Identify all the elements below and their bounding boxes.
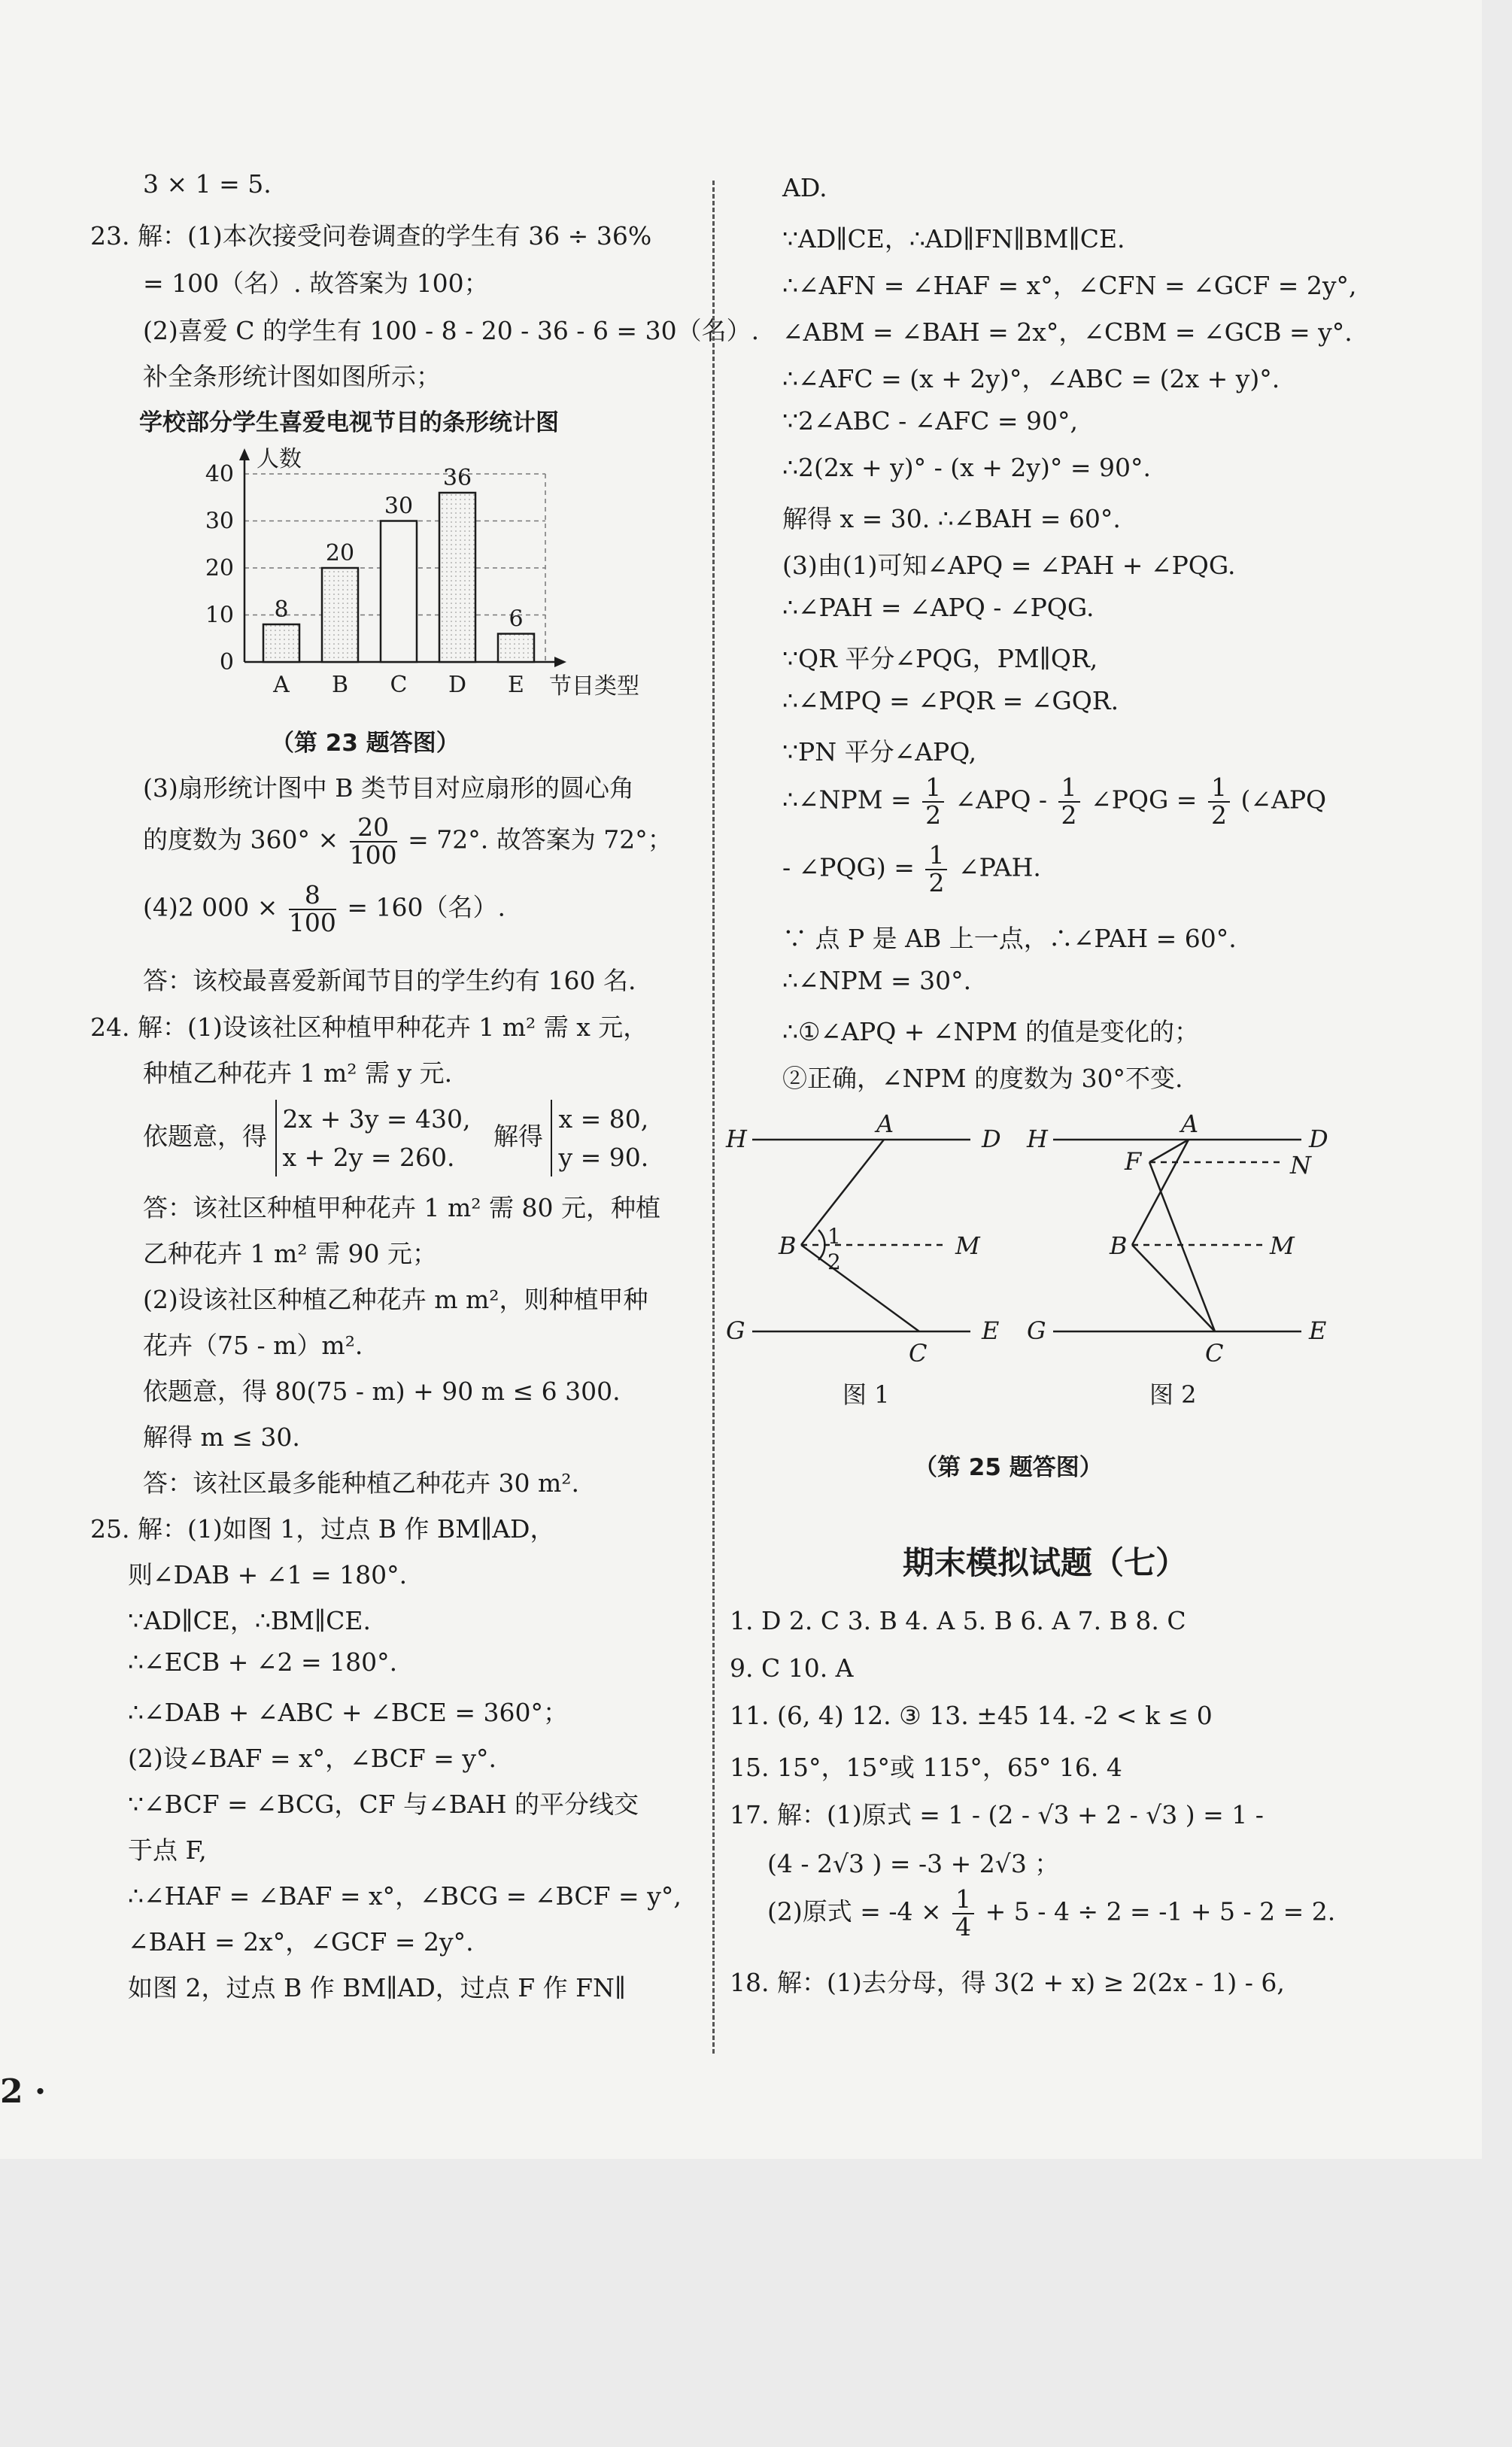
geometry-figures	[722, 1110, 1339, 1410]
text-line: ∵AD∥CE，∴BM∥CE.	[128, 1606, 371, 1635]
equation-system	[143, 1100, 648, 1176]
point-label-D: D	[1309, 1125, 1328, 1153]
formula-line	[782, 775, 1326, 828]
segment-AB	[801, 1140, 884, 1245]
segment-FC	[1149, 1162, 1215, 1331]
text-line: 则∠DAB + ∠1 = 180°.	[128, 1560, 408, 1589]
text-line: 依题意，得 80(75 - m) + 90 m ≤ 6 300.	[143, 1377, 621, 1406]
y-tick-label: 0	[219, 649, 234, 676]
figure-caption: （第 25 题答图）	[914, 1454, 1103, 1481]
fraction: $\frac{1}{2}$	[922, 775, 944, 828]
bar-value-label: 36	[442, 465, 472, 491]
fraction: $\frac{1}{2}$	[1208, 775, 1230, 828]
formula-text: ∠PQG =	[1091, 785, 1198, 815]
figure-2-label: 图 2	[1149, 1380, 1197, 1409]
text-line: 答：该校最喜爱新闻节目的学生约有 160 名.	[143, 966, 636, 995]
formula-line	[767, 1884, 1336, 1942]
formula-text: - ∠PQG) =	[782, 852, 915, 882]
point-label-A: A	[1181, 1110, 1199, 1138]
bar-value-label: 20	[325, 540, 355, 566]
point-label-C: C	[1205, 1339, 1224, 1368]
fraction: $\frac{8}{100}$	[288, 880, 336, 937]
text-line: (2)喜爱 C 的学生有 100 - 8 - 20 - 36 - 6 = 30（名）.	[143, 316, 760, 345]
text-line: ∴∠MPQ = ∠PQR = ∠GQR.	[782, 686, 1119, 715]
text-line: 于点 F,	[128, 1835, 207, 1865]
x-tick-label: B	[331, 672, 349, 698]
fraction: $\frac{1}{2}$	[1058, 775, 1080, 828]
text-line: AD.	[782, 173, 827, 202]
text-line: ∴2(2x + y)° - (x + 2y)° = 90°.	[782, 453, 1151, 482]
bar-value-label: 6	[509, 606, 524, 633]
page-number: 2 ·	[0, 2072, 47, 2111]
answer-line: 11. (6, 4) 12. ③ 13. ±45 14. -2 < k ≤ 0	[730, 1701, 1213, 1730]
angle-label-2: 2	[827, 1249, 841, 1274]
text-line: 18. 解：(1)去分母，得 3(2 + x) ≥ 2(2x - 1) - 6,	[730, 1968, 1285, 1997]
segment-BC	[801, 1245, 919, 1331]
point-label-N: N	[1290, 1151, 1311, 1179]
text-line: 乙种花卉 1 m² 需 90 元；	[143, 1239, 437, 1268]
bar	[381, 521, 417, 663]
text-line: 如图 2，过点 B 作 BM∥AD，过点 F 作 FN∥	[128, 1973, 627, 2002]
text-line: ∠ABM = ∠BAH = 2x°，∠CBM = ∠GCB = y°.	[782, 317, 1353, 347]
y-tick-label: 10	[205, 602, 234, 629]
formula-text: = 72°. 故答案为 72°；	[408, 824, 673, 855]
point-label-M: M	[1270, 1231, 1295, 1260]
text-line: ∴∠PAH = ∠APQ - ∠PQG.	[782, 593, 1095, 622]
point-label-G: G	[726, 1316, 745, 1345]
point-label-F: F	[1125, 1147, 1142, 1176]
point-label-A: A	[876, 1110, 894, 1138]
formula-line	[143, 812, 673, 870]
text-line: ∴∠DAB + ∠ABC + ∠BCE = 360°；	[128, 1698, 569, 1727]
text-line: (2)设∠BAF = x°，∠BCF = y°.	[128, 1744, 497, 1773]
formula-text: = 160（名）.	[347, 892, 506, 922]
column-divider	[712, 181, 715, 2054]
point-label-H: H	[726, 1125, 747, 1153]
text-line: 解得 x = 30. ∴∠BAH = 60°.	[782, 504, 1121, 533]
formula-line	[782, 842, 1041, 896]
text-line: (3)由(1)可知∠APQ = ∠PAH + ∠PQG.	[782, 551, 1236, 580]
x-tick-label: D	[448, 672, 467, 698]
point-label-G: G	[1027, 1316, 1046, 1345]
point-label-M: M	[955, 1231, 980, 1260]
text-line: ∵AD∥CE，∴AD∥FN∥BM∥CE.	[782, 224, 1125, 254]
fraction: $\frac{20}{100}$	[349, 812, 397, 870]
x-axis-label: 节目类型	[549, 673, 639, 700]
text-line: ∠BAH = 2x°，∠GCF = 2y°.	[128, 1927, 474, 1957]
section-title: 期末模拟试题（七）	[903, 1544, 1188, 1581]
y-axis-arrow	[239, 448, 250, 460]
text-line: (2)设该社区种植乙种花卉 m m²，则种植甲种	[143, 1285, 648, 1314]
formula-text: (4)2 000 ×	[143, 892, 278, 922]
text-line: ∴∠NPM = 30°.	[782, 966, 972, 995]
text-line: ∴∠HAF = ∠BAF = x°，∠BCG = ∠BCF = y°,	[128, 1881, 682, 1911]
text-line: ∴∠AFN = ∠HAF = x°，∠CFN = ∠GCF = 2y°,	[782, 271, 1357, 300]
formula-text: (2)原式 = -4 ×	[767, 1896, 942, 1926]
text-line: ②正确，∠NPM 的度数为 30°不变.	[782, 1064, 1183, 1093]
x-axis-arrow	[554, 657, 566, 667]
text-line: ∵2∠ABC - ∠AFC = 90°,	[782, 406, 1078, 436]
text-line: = 100（名）. 故答案为 100；	[143, 269, 489, 298]
text-line: 种植乙种花卉 1 m² 需 y 元.	[143, 1058, 453, 1088]
equation-brace: 2x + 3y = 430, x + 2y = 260.	[275, 1100, 471, 1176]
text-line: 答：该社区最多能种植乙种花卉 30 m².	[143, 1468, 579, 1498]
bar-value-label: 30	[384, 493, 414, 520]
text-line: ∴∠AFC = (x + 2y)°，∠ABC = (2x + y)°.	[782, 364, 1280, 393]
formula-text: ∠APQ -	[955, 785, 1048, 815]
text-line: 3 × 1 = 5.	[143, 169, 272, 199]
bar	[263, 624, 299, 662]
point-label-H: H	[1027, 1125, 1048, 1153]
bar	[439, 493, 475, 662]
answer-line: 1. D 2. C 3. B 4. A 5. B 6. A 7. B 8. C	[730, 1606, 1186, 1635]
x-tick-label: E	[508, 672, 524, 698]
point-label-B: B	[1110, 1231, 1128, 1260]
point-label-C: C	[909, 1339, 928, 1368]
formula-text: (∠APQ	[1240, 785, 1327, 815]
point-label-E: E	[1309, 1316, 1327, 1345]
answer-line: 9. C 10. A	[730, 1653, 854, 1683]
text-line: ∴∠ECB + ∠2 = 180°.	[128, 1647, 398, 1677]
text-line: 答：该社区种植甲种花卉 1 m² 需 80 元，种植	[143, 1193, 660, 1222]
bar	[322, 568, 358, 662]
text-line: ∴①∠APQ + ∠NPM 的值是变化的；	[782, 1017, 1199, 1046]
formula-text: + 5 - 4 ÷ 2 = -1 + 5 - 2 = 2.	[985, 1896, 1336, 1926]
y-tick-label: 40	[205, 461, 234, 487]
text-line: ∵PN 平分∠APQ,	[782, 737, 977, 767]
x-tick-label: A	[273, 672, 290, 698]
text-line: (3)扇形统计图中 B 类节目对应扇形的圆心角	[143, 773, 634, 803]
solution-brace: x = 80, y = 90.	[551, 1100, 648, 1176]
formula-line	[143, 882, 506, 936]
bar-value-label: 8	[274, 597, 289, 623]
q24-line: 24. 解：(1)设该社区种植甲种花卉 1 m² 需 x 元，	[90, 1012, 648, 1042]
angle-label-1: 1	[827, 1224, 841, 1249]
formula-text: ∴∠NPM =	[782, 785, 912, 815]
figure-2	[1053, 1140, 1301, 1331]
text-line: 花卉（75 - m）m².	[143, 1331, 363, 1360]
y-tick-label: 30	[205, 508, 234, 535]
answer-line: 15. 15°，15°或 115°，65° 16. 4	[730, 1753, 1122, 1782]
formula-text: 解得	[493, 1122, 543, 1152]
chart-title: 学校部分学生喜爱电视节目的条形统计图	[139, 409, 559, 436]
bar	[498, 634, 534, 663]
fraction: $\frac{1}{4}$	[952, 1887, 974, 1940]
text-line: ∵∠BCF = ∠BCG，CF 与∠BAH 的平分线交	[128, 1790, 639, 1819]
formula-text: 的度数为 360° ×	[143, 824, 339, 855]
text-line: 解得 m ≤ 30.	[143, 1422, 300, 1452]
segment-BC	[1132, 1245, 1215, 1331]
formula-text: ∠PAH.	[958, 852, 1041, 882]
point-label-E: E	[982, 1316, 1000, 1345]
q23-line: 23. 解：(1)本次接受问卷调查的学生有 36 ÷ 36%	[90, 221, 652, 250]
text-line: 17. 解：(1)原式 = 1 - (2 - √3 + 2 - √3 ) = 1 -	[730, 1800, 1264, 1829]
figure-1-label: 图 1	[843, 1380, 890, 1409]
y-axis-label: 人数	[257, 446, 302, 472]
formula-text: 依题意，得	[143, 1122, 267, 1152]
text-line: (4 - 2√3 ) = -3 + 2√3 ；	[767, 1849, 1060, 1878]
text-line: 补全条形统计图如图所示；	[143, 362, 441, 391]
bar-chart	[192, 446, 639, 718]
fraction: $\frac{1}{2}$	[925, 842, 947, 896]
x-tick-label: C	[390, 672, 408, 698]
text-line: ∵ 点 P 是 AB 上一点，∴∠PAH = 60°.	[782, 924, 1237, 953]
y-tick-label: 20	[205, 555, 234, 581]
point-label-B: B	[779, 1231, 797, 1260]
chart-caption: （第 23 题答图）	[271, 730, 460, 757]
q25-line: 25. 解：(1)如图 1，过点 B 作 BM∥AD，	[90, 1514, 555, 1544]
point-label-D: D	[982, 1125, 1001, 1153]
text-line: ∵QR 平分∠PQG，PM∥QR,	[782, 644, 1098, 673]
